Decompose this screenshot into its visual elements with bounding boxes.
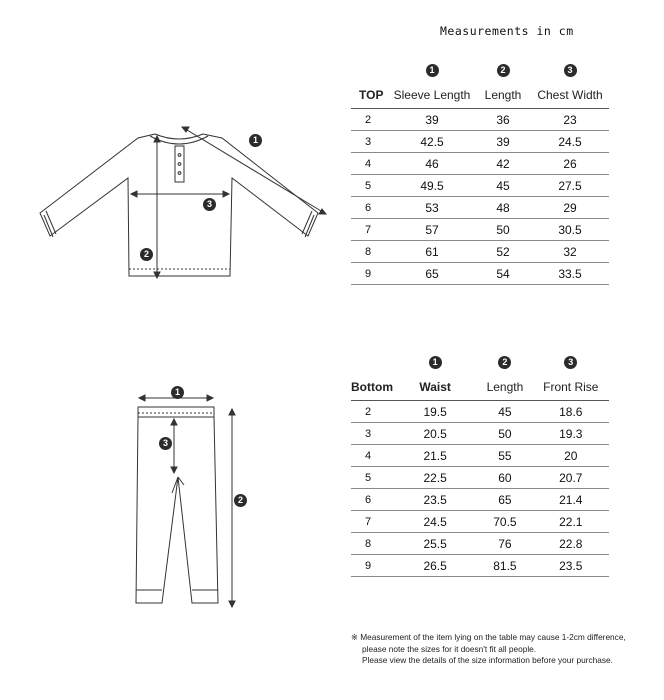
column-marker: 3: [564, 64, 577, 77]
table-row: 8 61 52 32: [351, 241, 609, 263]
table-row: 7 57 50 30.5: [351, 219, 609, 241]
table-label: Bottom: [351, 374, 393, 401]
page-title: Measurements in cm: [440, 24, 574, 38]
table-row: 6 23.5 65 21.4: [351, 489, 609, 511]
table-row: 4 21.5 55 20: [351, 445, 609, 467]
table-row: 4 46 42 26: [351, 153, 609, 175]
note-line: please note the sizes for it doesn't fit all people.: [362, 643, 537, 654]
table-row: 9 26.5 81.5 23.5: [351, 555, 609, 577]
bottom-size-table: [351, 348, 609, 577]
length-marker: 2: [234, 494, 247, 507]
column-header: Sleeve Length: [389, 82, 475, 109]
table-row: 3 20.5 50 19.3: [351, 423, 609, 445]
waist-marker: 1: [171, 386, 184, 399]
top-size-table: [351, 56, 609, 285]
front-rise-marker: 3: [159, 437, 172, 450]
column-header: Length: [477, 374, 532, 401]
table-row: 8 25.5 76 22.8: [351, 533, 609, 555]
column-header: Length: [475, 82, 531, 109]
table-row: 3 42.5 39 24.5: [351, 131, 609, 153]
note-line: Please view the details of the size information before your purchase.: [362, 655, 613, 666]
table-label: TOP: [351, 82, 389, 109]
column-header: Chest Width: [531, 82, 609, 109]
table-row: 2 39 36 23: [351, 109, 609, 131]
column-marker: 2: [497, 64, 510, 77]
column-marker: 1: [429, 356, 442, 369]
sleeve-length-marker: 1: [249, 134, 262, 147]
column-marker: 1: [426, 64, 439, 77]
table-row: 6 53 48 29: [351, 197, 609, 219]
chest-width-marker: 3: [203, 198, 216, 211]
column-marker: 3: [564, 356, 577, 369]
column-marker: 2: [498, 356, 511, 369]
column-header: Front Rise: [533, 374, 609, 401]
size-note: [351, 632, 626, 667]
table-row: 2 19.5 45 18.6: [351, 401, 609, 423]
note-line: ※ Measurement of the item lying on the table may cause 1-2cm difference,: [351, 632, 626, 642]
table-row: 5 49.5 45 27.5: [351, 175, 609, 197]
table-row: 7 24.5 70.5 22.1: [351, 511, 609, 533]
column-header: Waist: [393, 374, 477, 401]
table-row: 9 65 54 33.5: [351, 263, 609, 285]
length-marker: 2: [140, 248, 153, 261]
table-row: 5 22.5 60 20.7: [351, 467, 609, 489]
top-garment-illustration: [30, 118, 340, 288]
